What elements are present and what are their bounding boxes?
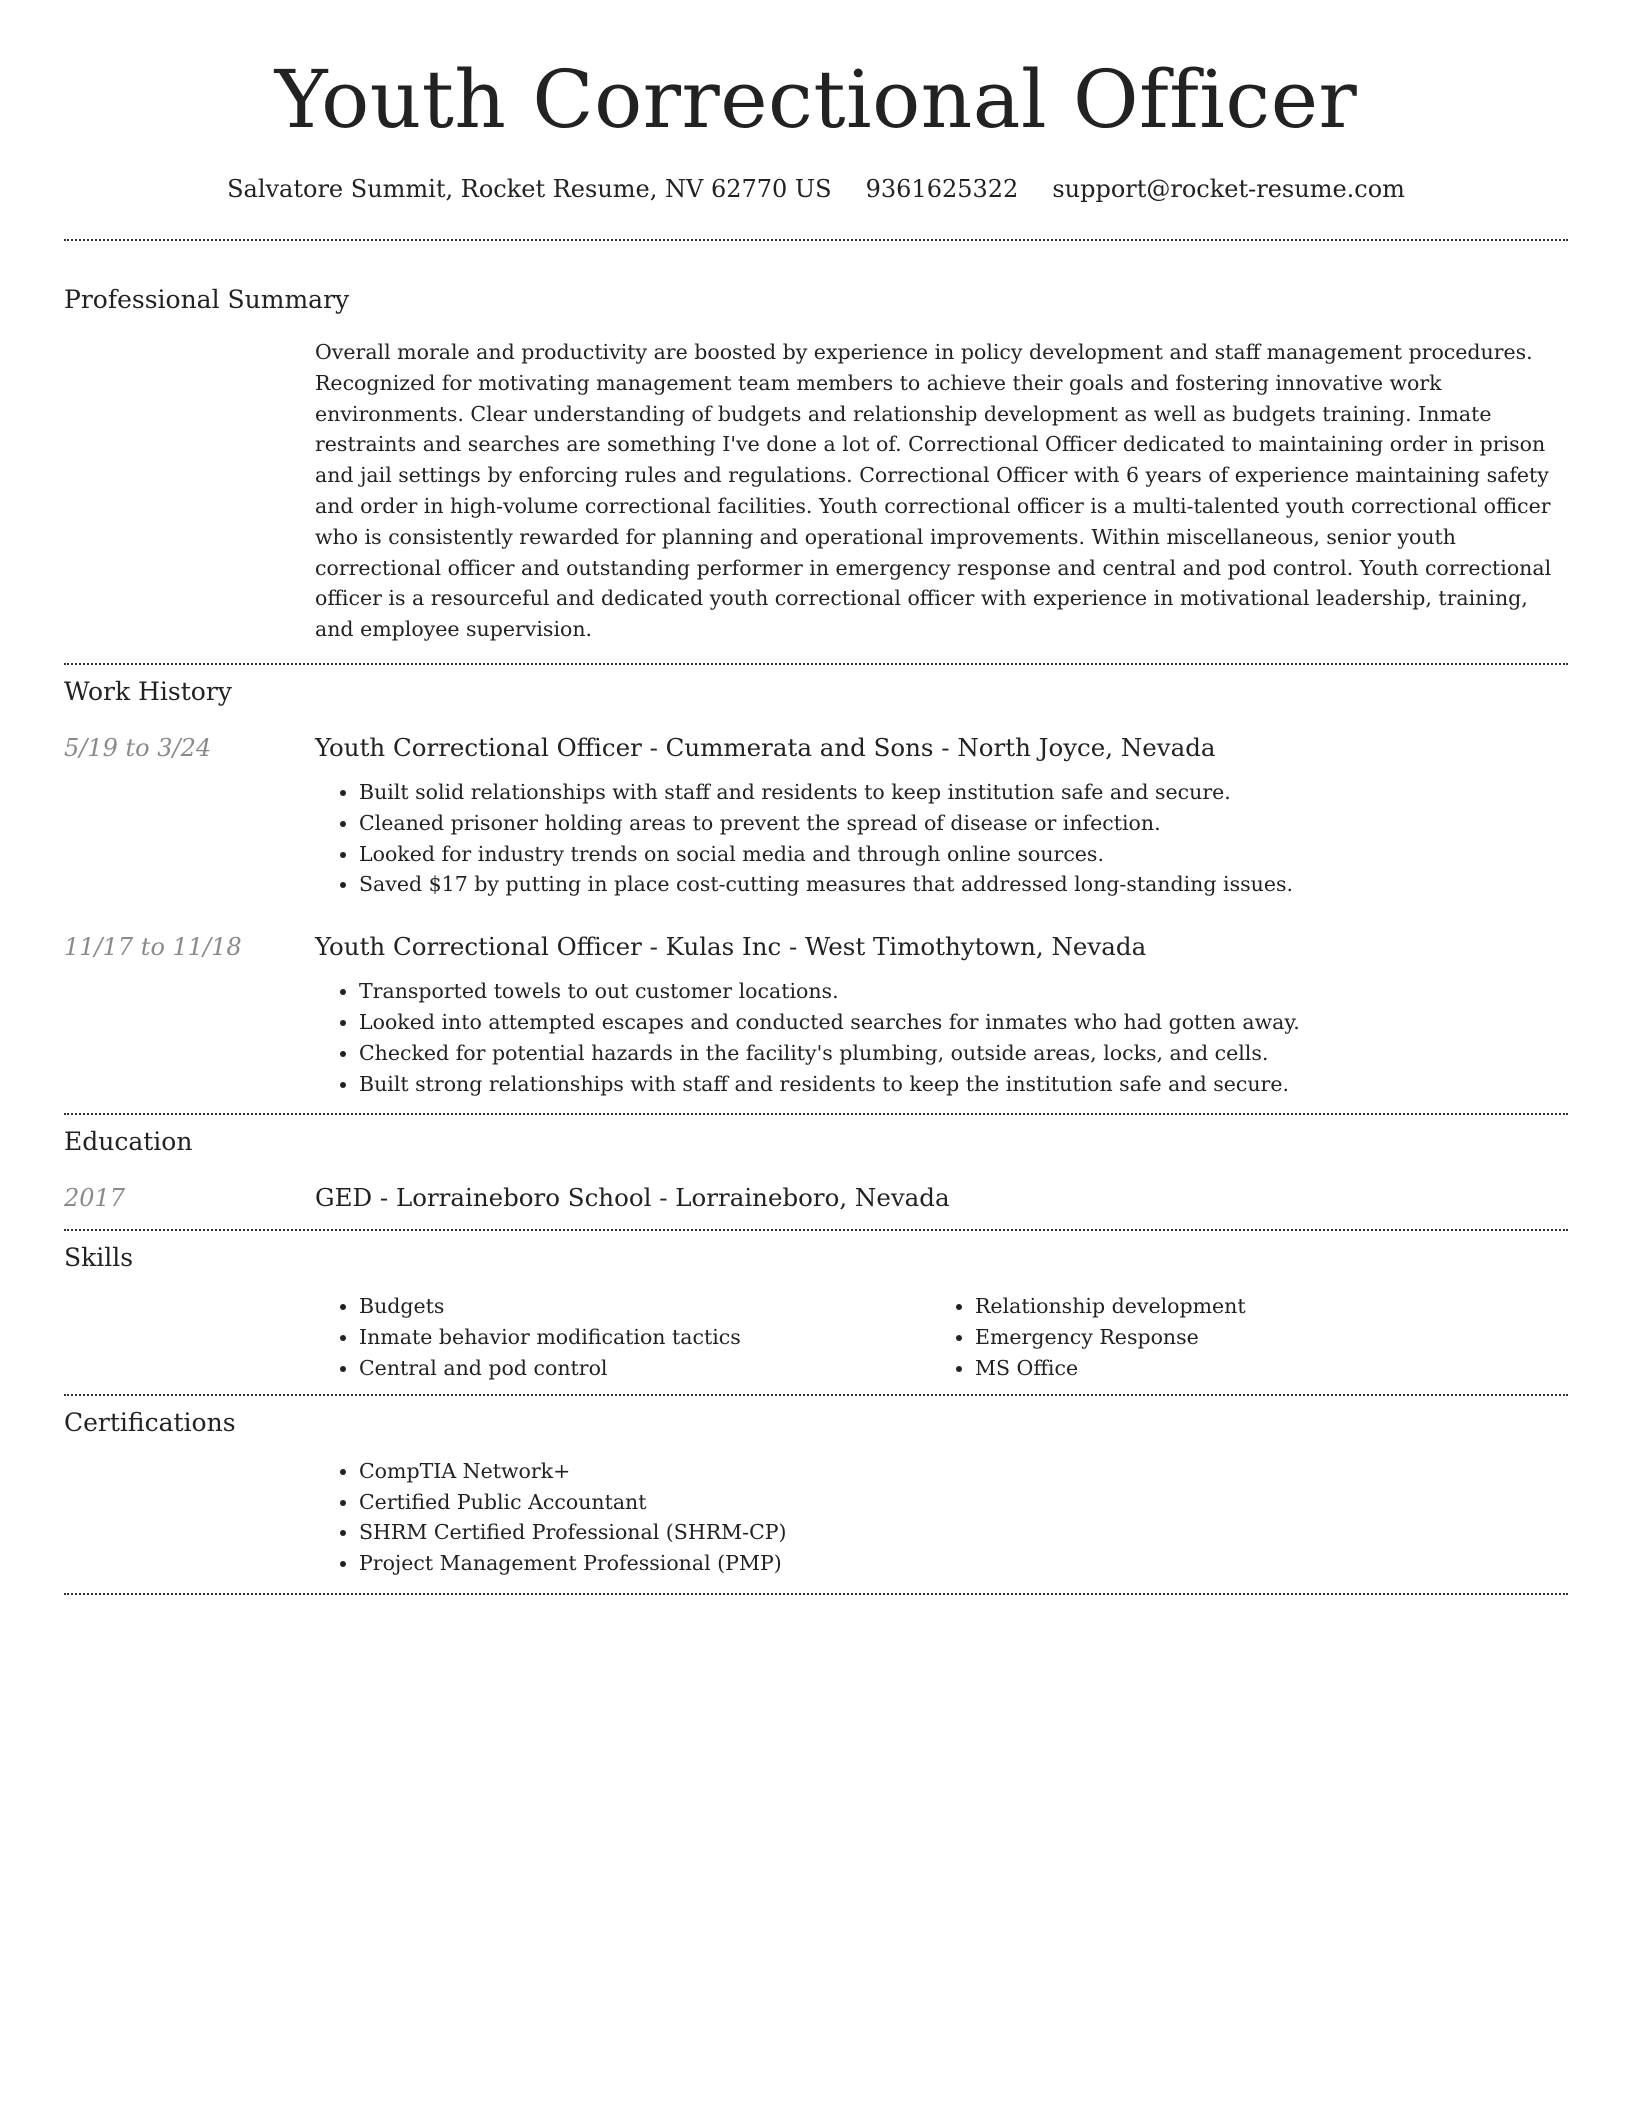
job-bullet: • Built solid relationships with staff and residents to keep institution safe and secure.	[359, 777, 1568, 808]
contact-address: Salvatore Summit, Rocket Resume, NV 62770 US	[227, 175, 832, 203]
job-bullet: • Cleaned prisoner holding areas to prevent the spread of disease or infection.	[359, 808, 1568, 839]
certification-item: • CompTIA Network+	[359, 1456, 1568, 1487]
work-history-section	[64, 665, 1568, 1113]
job-bullet: • Checked for potential hazards in the facility's plumbing, outside areas, locks, and cells.	[359, 1038, 1568, 1069]
job-heading: Youth Correctional Officer - Kulas Inc - West Timothytown, Nevada	[315, 932, 1147, 962]
job-body	[315, 930, 1568, 1099]
skills-grid	[315, 1291, 1568, 1383]
resume-name: Youth Correctional Officer	[274, 53, 1358, 146]
section-title-skills: Skills	[64, 1243, 134, 1273]
education-year: 2017	[64, 1184, 126, 1213]
section-title-summary: Professional Summary	[64, 285, 350, 314]
education-entry	[64, 1181, 1568, 1215]
certification-item: • Certified Public Accountant	[359, 1487, 1568, 1518]
summary-text: Overall morale and productivity are boosted by experience in policy development and staff management procedures. Recognized for motivating management team members to achieve their goals and fostering innovative work environments. Clear understanding of budgets and relationship development as well as budgets training. Inmate restraints and searches are something I've done a lot of. Correctional Officer dedicated to maintaining order in prison and jail settings by enforcing rules and regulations. Correctional Officer with 6 years of experience maintaining safety and order in high-volume correctional facilities. Youth correctional officer is a multi-talented youth correctional officer who is consistently rewarded for planning and operational improvements. Within miscellaneous, senior youth correctional officer and outstanding performer in emergency response and central and pod control. Youth correctional officer is a resourceful and dedicated youth correctional officer with experience in motivational leadership, training, and employee supervision.	[315, 340, 1552, 642]
contact-email: support@rocket-resume.com	[1052, 175, 1405, 203]
job-bullets	[315, 976, 1568, 1099]
certifications-list	[315, 1456, 1568, 1579]
job-bullets	[315, 777, 1568, 900]
contact-line	[64, 172, 1568, 206]
certifications-section	[64, 1396, 1568, 1593]
skill-item: • Budgets	[359, 1291, 931, 1322]
job-body	[315, 731, 1568, 900]
job-dates: 5/19 to 3/24	[64, 733, 212, 762]
contact-phone: 9361625322	[865, 175, 1019, 203]
skill-item: • Central and pod control	[359, 1353, 931, 1384]
professional-summary-section	[64, 241, 1568, 663]
skills-column-left	[315, 1291, 931, 1383]
skill-item: • Relationship development	[975, 1291, 1547, 1322]
skills-section	[64, 1231, 1568, 1393]
job-bullet: • Looked for industry trends on social media and through online sources.	[359, 839, 1568, 870]
job-dates: 11/17 to 11/18	[64, 933, 242, 962]
skills-column-right	[931, 1291, 1547, 1383]
job-heading: Youth Correctional Officer - Cummerata and Sons - North Joyce, Nevada	[315, 732, 1216, 762]
section-title-certifications: Certifications	[64, 1407, 236, 1437]
certification-item: • Project Management Professional (PMP)	[359, 1548, 1568, 1579]
job-bullet: • Transported towels to out customer locations.	[359, 976, 1568, 1007]
job-bullet: • Saved $17 by putting in place cost-cutting measures that addressed long-standing issues.	[359, 869, 1568, 900]
education-heading: GED - Lorraineboro School - Lorraineboro, Nevada	[315, 1183, 950, 1213]
section-title-work: Work History	[64, 676, 232, 706]
section-title-education: Education	[64, 1127, 193, 1157]
job-bullet: • Looked into attempted escapes and conducted searches for inmates who had gotten away.	[359, 1007, 1568, 1038]
certification-item: • SHRM Certified Professional (SHRM-CP)	[359, 1517, 1568, 1548]
skill-item: • MS Office	[975, 1353, 1547, 1384]
skill-item: • Inmate behavior modification tactics	[359, 1322, 931, 1353]
education-section	[64, 1115, 1568, 1229]
skill-item: • Emergency Response	[975, 1322, 1547, 1353]
job-bullet: • Built strong relationships with staff and residents to keep the institution safe and secure.	[359, 1069, 1568, 1100]
job-entry	[64, 731, 1568, 900]
section-divider	[64, 1593, 1568, 1595]
job-entry	[64, 930, 1568, 1099]
